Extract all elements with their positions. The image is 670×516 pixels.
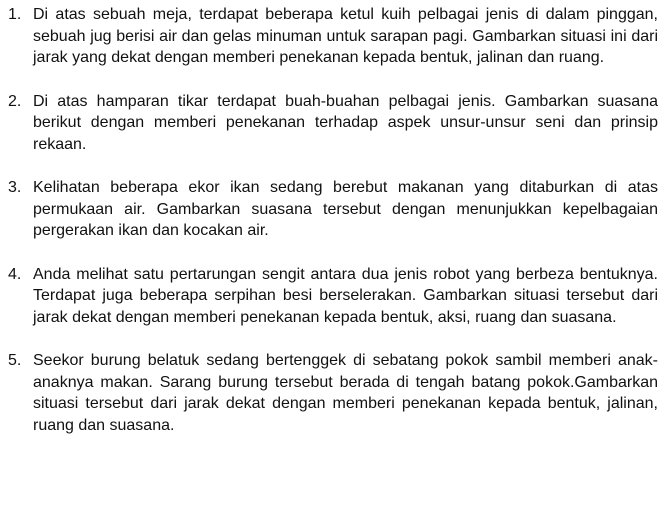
question-number: 3. [8, 179, 22, 196]
question-item-4 [8, 264, 658, 329]
question-item-1 [8, 4, 658, 69]
question-number: 2. [8, 92, 22, 110]
question-item-5 [8, 350, 658, 436]
question-text: Di atas hamparan tikar terdapat buah-buahan pelbagai jenis. Gambarkan suasana berikut dengan memberi penekanan terhadap aspek unsur-unsur seni dan prinsip rekaan. [33, 92, 658, 153]
question-text: Kelihatan beberapa ekor ikan sedang berebut makanan yang ditaburkan di atas permukaan air. Gambarkan suasana tersebut dengan menunjukkan kepelbagaian pergerakan ikan dan kocakan air. [33, 179, 658, 239]
question-list [8, 4, 658, 436]
question-text: Di atas sebuah meja, terdapat beberapa ketul kuih pelbagai jenis di dalam pinggan, sebuah jug berisi air dan gelas minuman untuk sarapan pagi. Gambarkan situasi ini dari jarak yang dekat dengan memberi penekanan kepada bentuk, jalinan dan ruang. [33, 6, 658, 66]
question-number: 4. [8, 265, 22, 283]
question-number: 1. [8, 6, 22, 23]
question-item-3 [8, 177, 658, 242]
question-number: 5. [8, 352, 22, 369]
question-text: Anda melihat satu pertarungan sengit antara dua jenis robot yang berbeza bentuknya. Terdapat juga beberapa serpihan besi berselerakan. Gambarkan situasi tersebut dari jarak dekat dengan memberi penekanan kepada bentuk, aksi, ruang dan suasana. [33, 265, 658, 326]
question-item-2 [8, 91, 658, 156]
question-text: Seekor burung belatuk sedang bertenggek di sebatang pokok sambil memberi anak-anaknya makan. Sarang burung tersebut berada di tengah batang pokok.Gambarkan situasi tersebut dari jarak dekat dengan memberi penekanan kepada bentuk, jalinan, ruang dan suasana. [33, 352, 658, 434]
